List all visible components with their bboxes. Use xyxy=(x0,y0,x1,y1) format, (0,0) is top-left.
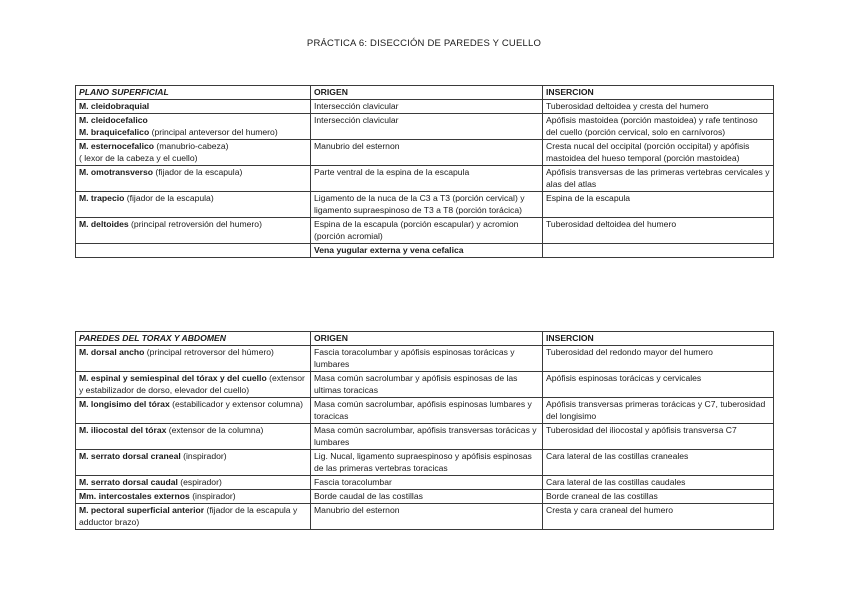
insertion-cell: Tuberosidad deltoidea del humero xyxy=(543,218,774,244)
origin-cell: Borde caudal de las costillas xyxy=(311,490,543,504)
muscle-cell xyxy=(76,372,311,398)
insertion-cell: Apófisis mastoidea (porción mastoidea) y rafe tentinoso del cuello (porción cervical, solo en carnívoros) xyxy=(543,114,774,140)
muscle-cell xyxy=(76,100,311,114)
table-header-row xyxy=(76,86,774,100)
table-row xyxy=(76,450,774,476)
insertion-cell: Cara lateral de las costillas craneales xyxy=(543,450,774,476)
table-row xyxy=(76,476,774,490)
muscle-name: M. dorsal ancho xyxy=(79,347,145,357)
table-row xyxy=(76,218,774,244)
muscle-cell xyxy=(76,450,311,476)
muscle-description-line2: ( lexor de la cabeza y el cuello) xyxy=(79,153,198,163)
origin-cell: Lig. Nucal, ligamento supraespinoso y apófisis espinosas de las primeras vertebras toracicas xyxy=(311,450,543,476)
origin-cell: Fascia toracolumbar xyxy=(311,476,543,490)
header-origen: ORIGEN xyxy=(311,86,543,100)
header-insercion: INSERCION xyxy=(543,86,774,100)
origin-cell: Parte ventral de la espina de la escapula xyxy=(311,166,543,192)
muscle-cell xyxy=(76,244,311,258)
origin-cell: Fascia toracolumbar y apófisis espinosas torácicas y lumbares xyxy=(311,346,543,372)
muscle-name-alt: M. braquicefalico xyxy=(79,127,150,137)
muscle-description: (principal anteversor del humero) xyxy=(149,127,278,137)
table-plano-superficial xyxy=(75,85,774,258)
muscle-description: (principal retroversión del humero) xyxy=(128,219,262,229)
table-row xyxy=(76,192,774,218)
muscle-name: M. esternocefalico xyxy=(79,141,154,151)
muscle-description: (estabilicador y extensor columna) xyxy=(169,399,303,409)
muscle-cell xyxy=(76,166,311,192)
muscle-description: (inspirador) xyxy=(189,491,236,501)
muscle-description: (espirador) xyxy=(177,477,222,487)
muscle-name: Mm. intercostales externos xyxy=(79,491,190,501)
muscle-cell xyxy=(76,504,311,530)
insertion-cell: Apófisis transversas de las primeras vertebras cervicales y alas del atlas xyxy=(543,166,774,192)
header-section: PLANO SUPERFICIAL xyxy=(76,86,311,100)
muscle-name: M. cleidobraquial xyxy=(79,101,150,111)
table-row xyxy=(76,424,774,450)
muscle-cell xyxy=(76,192,311,218)
table-header-row xyxy=(76,332,774,346)
muscle-cell xyxy=(76,140,311,166)
muscle-description: (extensor de la columna) xyxy=(166,425,264,435)
muscle-name: M. cleidocefalico xyxy=(79,115,148,125)
muscle-name: M. pectoral superficial anterior xyxy=(79,505,205,515)
header-section: PAREDES DEL TORAX Y ABDOMEN xyxy=(76,332,311,346)
table-row xyxy=(76,504,774,530)
muscle-name: M. longisimo del tórax xyxy=(79,399,170,409)
muscle-name: M. trapecio xyxy=(79,193,125,203)
origin-cell: Intersección clavicular xyxy=(311,100,543,114)
muscle-name: M. serrato dorsal craneal xyxy=(79,451,181,461)
muscle-cell xyxy=(76,424,311,450)
table-row xyxy=(76,100,774,114)
insertion-cell: Cara lateral de las costillas caudales xyxy=(543,476,774,490)
muscle-cell xyxy=(76,398,311,424)
table-row xyxy=(76,490,774,504)
table-row xyxy=(76,114,774,140)
insertion-cell: Borde craneal de las costillas xyxy=(543,490,774,504)
muscle-description: (inspirador) xyxy=(180,451,227,461)
header-origen: ORIGEN xyxy=(311,332,543,346)
origin-cell: Ligamento de la nuca de la C3 a T3 (porción cervical) y ligamento supraespinoso de T3 a T8 (porción torácica) xyxy=(311,192,543,218)
muscle-description: (principal retroversor del húmero) xyxy=(144,347,274,357)
table-row xyxy=(76,244,774,258)
insertion-cell: Tuberosidad del redondo mayor del humero xyxy=(543,346,774,372)
muscle-description: (extensor y estabilizador de dorso, elevador del cuello) xyxy=(79,373,305,395)
origin-cell: Manubrio del esternon xyxy=(311,140,543,166)
table-row xyxy=(76,372,774,398)
insertion-cell: Tuberosidad deltoidea y cresta del humero xyxy=(543,100,774,114)
table-row xyxy=(76,166,774,192)
muscle-name: M. iliocostal del tórax xyxy=(79,425,167,435)
muscle-cell xyxy=(76,218,311,244)
muscle-description: (manubrio-cabeza) xyxy=(153,141,229,151)
muscle-description: (fijador de la escapula) xyxy=(153,167,243,177)
origin-cell: Masa común sacrolumbar y apófisis espinosas de las ultimas toracicas xyxy=(311,372,543,398)
muscle-cell xyxy=(76,114,311,140)
origin-cell: Masa común sacrolumbar, apófisis espinosas lumbares y toracicas xyxy=(311,398,543,424)
muscle-name: M. deltoides xyxy=(79,219,129,229)
origin-cell: Intersección clavicular xyxy=(311,114,543,140)
insertion-cell xyxy=(543,244,774,258)
insertion-cell: Cresta nucal del occipital (porción occipital) y apófisis mastoidea del hueso temporal (porción mastoidea) xyxy=(543,140,774,166)
insertion-cell: Cresta y cara craneal del humero xyxy=(543,504,774,530)
origin-cell: Manubrio del esternon xyxy=(311,504,543,530)
insertion-cell: Tuberosidad del iliocostal y apófisis transversa C7 xyxy=(543,424,774,450)
origin-cell: Espina de la escapula (porción escapular) y acromion (porción acromial) xyxy=(311,218,543,244)
muscle-name: M. serrato dorsal caudal xyxy=(79,477,178,487)
header-insercion: INSERCION xyxy=(543,332,774,346)
origin-cell: Masa común sacrolumbar, apófisis transversas torácicas y lumbares xyxy=(311,424,543,450)
muscle-cell xyxy=(76,490,311,504)
table-row xyxy=(76,140,774,166)
table-paredes-torax-abdomen xyxy=(75,331,774,530)
insertion-cell: Apófisis transversas primeras torácicas y C7, tuberosidad del longisimo xyxy=(543,398,774,424)
table-row xyxy=(76,398,774,424)
insertion-cell: Apófisis espinosas torácicas y cervicales xyxy=(543,372,774,398)
origin-cell: Vena yugular externa y vena cefalica xyxy=(311,244,543,258)
muscle-cell xyxy=(76,476,311,490)
table-row xyxy=(76,346,774,372)
muscle-cell xyxy=(76,346,311,372)
muscle-name: M. omotransverso xyxy=(79,167,154,177)
insertion-cell: Espina de la escapula xyxy=(543,192,774,218)
muscle-name: M. espinal y semiespinal del tórax y del cuello xyxy=(79,373,267,383)
muscle-description: (fijador de la escapula) xyxy=(124,193,214,203)
muscle-description: (fijador de la escapula y adductor brazo) xyxy=(79,505,298,527)
page-title: PRÁCTICA 6: DISECCIÓN DE PAREDES Y CUELLO xyxy=(306,38,542,49)
